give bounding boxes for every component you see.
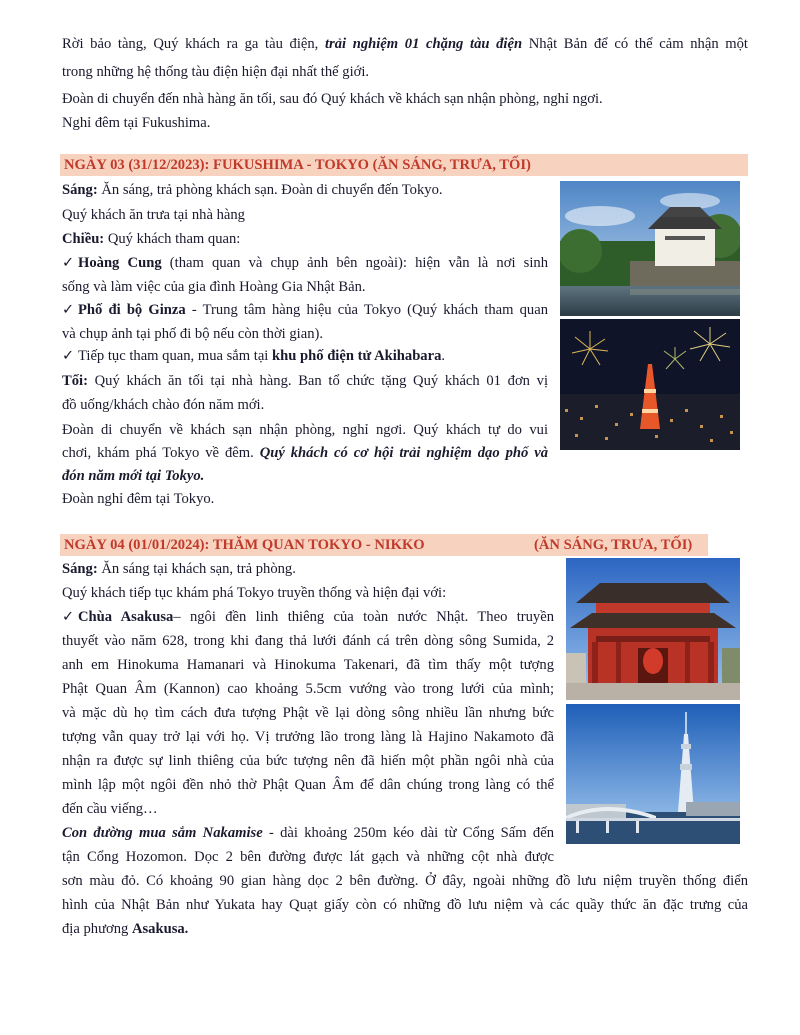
check-icon: ✓ [62,302,75,318]
day3-item-imperial-palace: ✓ Hoàng Cung (tham quan và chụp ảnh bên ngoài): hiện vẫn là nơi sinh [62,255,549,271]
tokyo-skytree-photo [566,704,740,844]
day3-item1-cont: sống và làm việc của gia đình Hoàng Gia Nhật Bản. [62,279,366,295]
day4-street-line-3: sơn màu đỏ. Có khoảng 90 gian hàng dọc 2 bên đường. Ở đây, ngoài những đồ lưu niệm truyền thống điển [62,873,748,889]
check-icon: ✓ [62,255,75,271]
day3-morning: Sáng: Ăn sáng, trả phòng khách sạn. Đoàn di chuyển đến Tokyo. [62,182,443,198]
day4-morning: Sáng: Ăn sáng tại khách sạn, trả phòng. [62,561,296,577]
day3-header [60,154,748,176]
check-icon: ✓ [62,609,75,625]
day4-nakamise: Con đường mua sắm Nakamise - dài khoảng 250m kéo dài từ Cổng Sấm đến [62,825,554,841]
imperial-palace-photo [560,181,740,316]
asakusa-temple-photo [566,558,740,700]
day4-header [60,534,708,556]
day4-temple-line-4: Phật Quan Âm (Kannon) cao khoảng 5.5cm vướng vào trong lưới của mình; [62,681,554,697]
day4-item-asakusa: ✓ Chùa Asakusa– ngôi đền linh thiêng của toàn nước Nhật. Theo truyền [62,609,554,625]
day4-temple-line-7: nhận ra được sự linh thiêng của bức tượng nên đã hiến một phần ngôi nhà của [62,753,554,769]
intro-line-2: trong những hệ thống tàu điện hiện đại nhất thế giới. [62,64,370,80]
day4-street-line-5: địa phương Asakusa. [62,921,189,937]
day4-explore: Quý khách tiếp tục khám phá Tokyo truyền thống và hiện đại với: [62,585,447,601]
day3-item-akihabara: ✓ Tiếp tục tham quan, mua sắm tại khu phố điện tử Akihabara. [62,348,446,364]
day3-item2-cont: và chụp ảnh tại phố đi bộ nếu còn thời gian). [62,326,324,342]
day4-street-line-2: tận Cổng Hozomon. Dọc 2 bên đường được lát gạch và những cột nhà được [62,849,554,865]
day4-temple-line-5: và mặc dù họ tìm cách đưa tượng Phật về lại dòng sông nhiều lần nhưng bức [62,705,554,721]
day4-temple-line-2: thuyết vào năm 628, trong khi đang thả lưới đánh cá trên dòng sông Sumida, 2 [62,633,554,649]
day3-new-year: đón năm mới tại Tokyo. [62,468,205,484]
tokyo-tower-fireworks-photo [560,319,740,450]
day3-evening-cont: đồ uống/khách chào đón năm mới. [62,397,265,413]
day3-lunch: Quý khách ăn trưa tại nhà hàng [62,207,245,223]
intro-line-3: Đoàn di chuyển đến nhà hàng ăn tối, sau đó Quý khách về khách sạn nhận phòng, nghỉ ngơi. [62,91,603,107]
check-icon: ✓ [62,348,75,364]
intro-line-1: Rời bảo tàng, Quý khách ra ga tàu điện, trải nghiệm 01 chặng tàu điện Nhật Bản để có thể cảm nhận một [62,36,748,52]
day4-temple-line-3: anh em Hinokuma Hamanari và Hinokuma Takenari, đã tìm thấy một tượng [62,657,554,673]
day4-temple-line-9: đến cầu viếng… [62,801,158,817]
day3-evening: Tối: Quý khách ăn tối tại nhà hàng. Ban tổ chức tặng Quý khách 01 đơn vị [62,373,548,389]
day3-afternoon: Chiều: Quý khách tham quan: [62,231,241,247]
day4-temple-line-6: tượng vẫn quay trở lại với họ. Vị trưởng lão trong làng là Hajino Nakamoto đã [62,729,554,745]
day3-hotel-cont: chơi, khám phá Tokyo về đêm. Quý khách có cơ hội trải nghiệm dạo phố và [62,445,548,461]
day4-street-line-4: hình của Nhật Bản như Yukata hay Quạt giấy còn có những đồ lưu niệm và các quầy thức ăn đặc trưng của [62,897,748,913]
day4-header-meals: (ĂN SÁNG, TRƯA, TỐI) [534,537,693,553]
day3-header-text: NGÀY 03 (31/12/2023): FUKUSHIMA - TOKYO (ĂN SÁNG, TRƯA, TỐI) [64,157,531,173]
day3-item-ginza: ✓ Phố đi bộ Ginza - Trung tâm hàng hiệu của Tokyo (Quý khách tham quan [62,302,549,318]
day3-hotel: Đoàn di chuyển về khách sạn nhận phòng, nghỉ ngơi. Quý khách tự do vui [62,422,548,438]
day4-temple-line-8: mình lập một ngôi đền nhỏ thờ Phật Quan Âm để dân chúng trong làng có thể [62,777,554,793]
day4-header-text: NGÀY 04 (01/01/2024): THĂM QUAN TOKYO - NIKKO [64,537,425,553]
day3-overnight: Đoàn nghỉ đêm tại Tokyo. [62,491,215,507]
intro-line-4: Nghỉ đêm tại Fukushima. [62,115,211,131]
